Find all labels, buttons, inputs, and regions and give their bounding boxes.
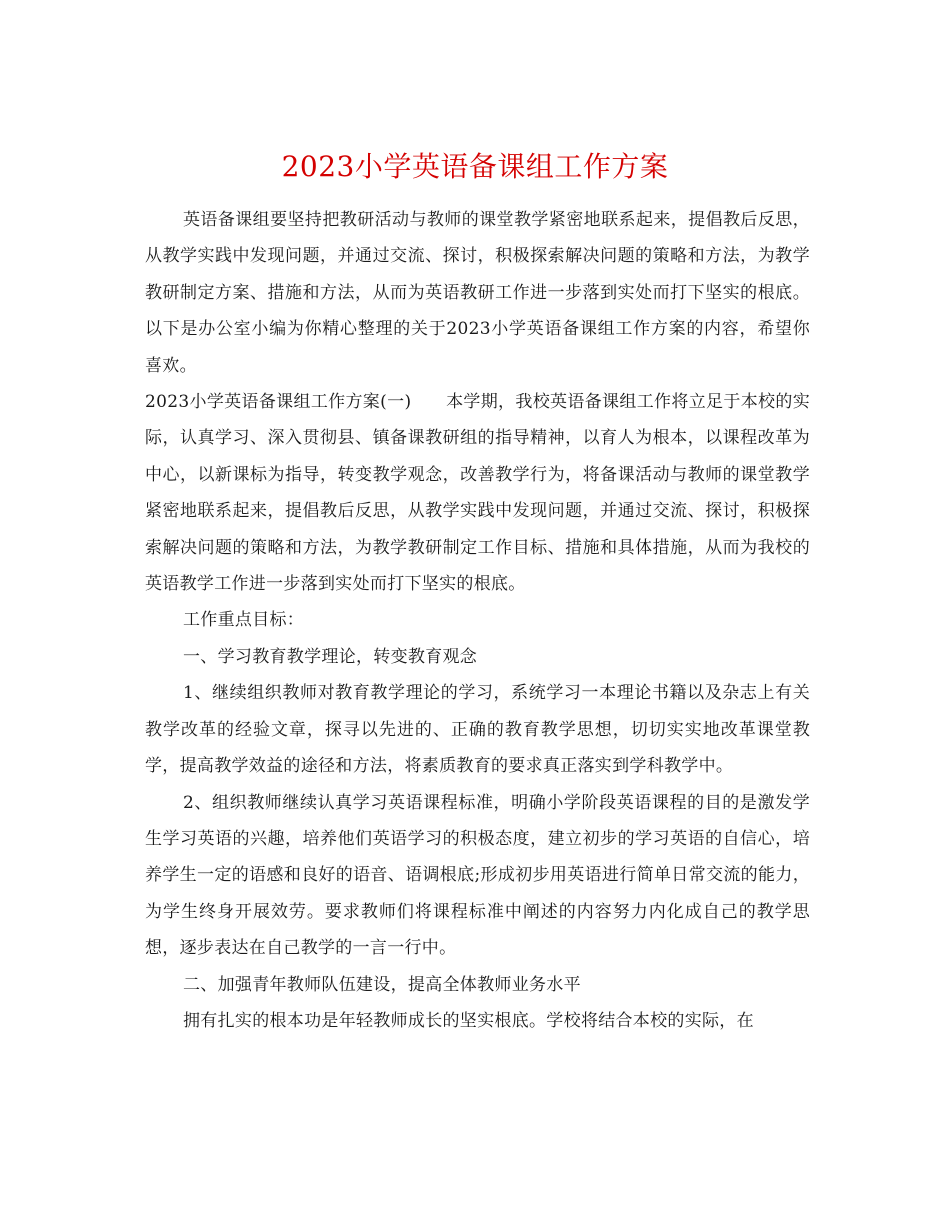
intro-paragraph: 英语备课组要坚持把教研活动与教师的课堂教学紧密地联系起来，提倡教后反思，从教学实践中发现问题，并通过交流、探讨，积极探索解决问题的策略和方法，为教学教研制定方案、措施和方法，从而为英语教研工作进一步落到实处而打下坚实的根底。以下是办公室小编为你精心整理的关于2023小学英语备课组工作方案的内容，希望你喜欢。: [145, 210, 810, 376]
section-two-paragraph: 拥有扎实的根本功是年轻教师成长的坚实根底。学校将结合本校的实际，在: [183, 1010, 754, 1031]
document-title: 2023小学英语备课组工作方案: [281, 149, 669, 183]
item-one-paragraph: 1、继续组织教师对教育教学理论的学习，系统学习一本理论书籍以及杂志上有关教学改革的经验文章，探寻以先进的、正确的教育教学思想，切切实实地改革课堂教学，提高教学效益的途径和方法，将素质教育的要求真正落实到学科教学中。: [145, 683, 810, 777]
plan-one-paragraph: 2023小学英语备课组工作方案(一) 本学期，我校英语备课组工作将立足于本校的实际，认真学习、深入贯彻县、镇备课教研组的指导精神，以育人为根本，以课程改革为中心，以新课标为指导，转变教学观念，改善教学行为，将备课活动与教师的课堂教学紧密地联系起来，提倡教后反思，从教学实践中发现问题，并通过交流、探讨，积极探索解决问题的策略和方法，为教学教研制定工作目标、措施和具体措施，从而为我校的英语教学工作进一步落到实处而打下坚实的根底。: [145, 392, 810, 595]
section-one-heading: 一、学习教育教学理论，转变教育观念: [183, 646, 478, 667]
section-two-heading: 二、加强青年教师队伍建设，提高全体教师业务水平: [183, 974, 581, 995]
item-two-paragraph: 2、组织教师继续认真学习英语课程标准，明确小学阶段英语课程的目的是激发学生学习英语的兴趣，培养他们英语学习的积极态度，建立初步的学习英语的自信心，培养学生一定的语感和良好的语音、语调根底;形成初步用英语进行简单日常交流的能力，为学生终身开展效劳。要求教师们将课程标准中阐述的内容努力内化成自己的教学思想，逐步表达在自己教学的一言一行中。: [145, 792, 810, 959]
work-goals-heading: 工作重点目标：: [183, 610, 305, 631]
document-body: [145, 202, 810, 1039]
